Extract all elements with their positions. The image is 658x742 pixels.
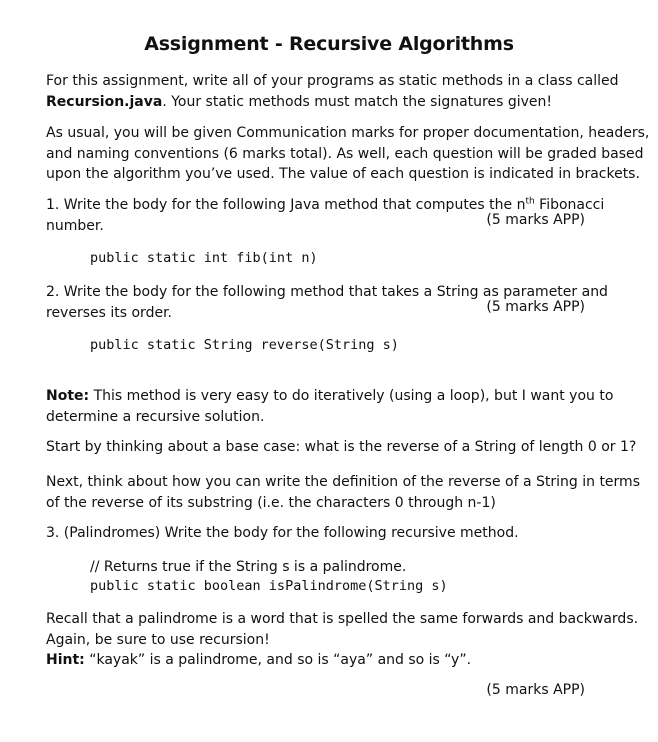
note-line-1 — [46, 386, 626, 407]
intro-line-2-rest: . Your static methods must match the signatures given! — [162, 93, 552, 110]
note-label: Note: — [46, 388, 90, 404]
q2-marks: (5 marks APP) — [486, 299, 585, 315]
usual-paragraph — [46, 123, 650, 185]
hint-line — [46, 650, 626, 671]
note-line-1-rest: This method is very easy to do iteratively (using a loop), but I want you to — [89, 388, 614, 404]
usual-line-2: and naming conventions (6 marks total). As well, each question will be graded based — [46, 145, 644, 162]
q2-line-2: reverses its order. — [46, 304, 172, 321]
hint-label: Hint: — [46, 652, 85, 668]
q2-code: public static String reverse(String s) — [90, 337, 399, 353]
start-paragraph — [46, 437, 637, 458]
next-line-1: Next, think about how you can write the definition of the reverse of a String in terms — [46, 474, 640, 490]
filename: Recursion.java — [46, 93, 163, 110]
intro-line-2 — [46, 92, 626, 113]
q3-comment: // Returns true if the String s is a palindrome. — [90, 559, 407, 575]
q1-code: public static int fib(int n) — [90, 250, 318, 266]
usual-line-1: As usual, you will be given Communication marks for proper documentation, headers, — [46, 125, 650, 141]
q2-line-1: 2. Write the body for the following method that takes a String as parameter and — [46, 284, 608, 300]
next-paragraph — [46, 472, 640, 513]
intro-line-1: For this assignment, write all of your programs as static methods in a class called — [46, 73, 619, 89]
q1-line-1-post: Fibonacci — [534, 197, 605, 213]
question-3 — [46, 523, 626, 544]
usual-line-3: upon the algorithm you’ve used. The value of each question is indicated in brackets. — [46, 166, 640, 182]
recall-line-1: Recall that a palindrome is a word that is spelled the same forwards and backwards. — [46, 611, 639, 627]
intro-paragraph — [46, 71, 626, 112]
recall-paragraph — [46, 609, 639, 671]
q3-marks: (5 marks APP) — [486, 682, 585, 698]
next-line-2: of the reverse of its substring (i.e. the characters 0 through n-1) — [46, 494, 496, 511]
q1-line-2: number. — [46, 217, 104, 234]
q1-superscript: th — [525, 196, 535, 207]
note-paragraph — [46, 386, 626, 427]
recall-line-2: Again, be sure to use recursion! — [46, 631, 270, 648]
note-line-2: determine a recursive solution. — [46, 408, 265, 425]
page-title: Assignment - Recursive Algorithms — [144, 33, 514, 55]
q3-line-1: 3. (Palindromes) Write the body for the following recursive method. — [46, 525, 519, 541]
q1-line-1-pre: 1. Write the body for the following Java method that computes the n — [46, 197, 526, 213]
q1-marks: (5 marks APP) — [486, 212, 585, 228]
q3-code: public static boolean isPalindrome(String s) — [90, 578, 448, 594]
hint-rest: “kayak” is a palindrome, and so is “aya” and so is “y”. — [84, 652, 472, 668]
start-line: Start by thinking about a base case: what is the reverse of a String of length 0 or 1? — [46, 439, 637, 455]
